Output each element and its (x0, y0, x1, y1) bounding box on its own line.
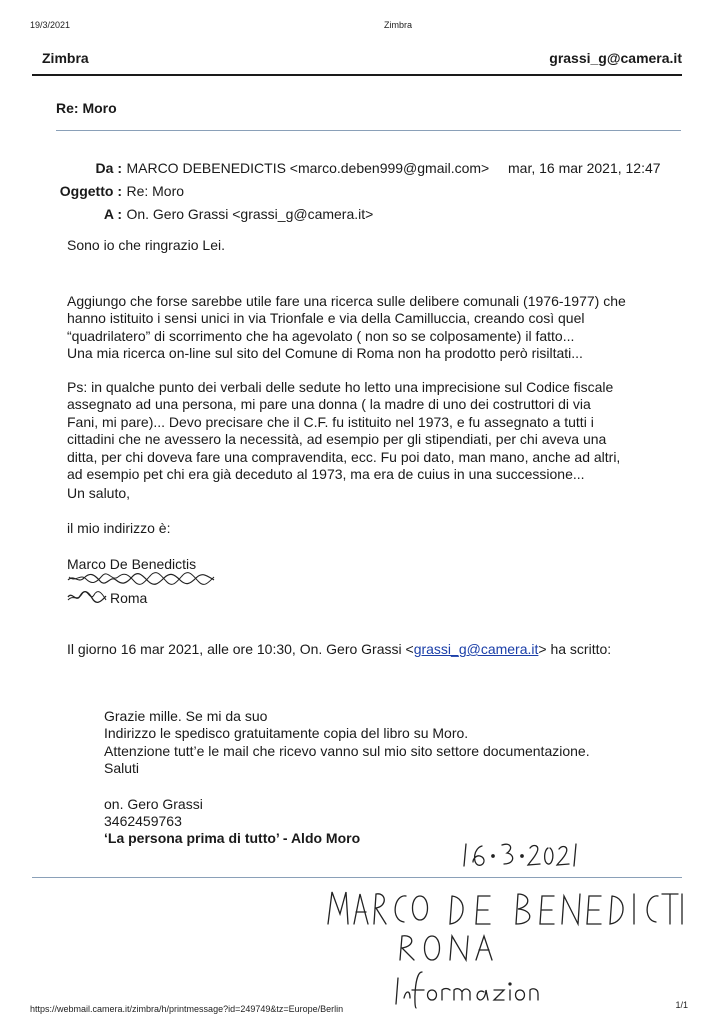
signature-name: Marco De Benedictis (67, 556, 197, 572)
paragraph-line: Una mia ricerca on-line sul sito del Comune di Roma non ha prodotto però risiltati... (67, 345, 583, 361)
subject-row (40, 183, 184, 201)
paragraph-line: Fani, mi pare)... Devo precisare che il C.F. fu istituito nel 1973, e fu assegnato a tutti i (67, 413, 594, 430)
redacted-street-scribble (66, 572, 218, 586)
page-url: https://webmail.camera.it/zimbra/h/printmessage?id=249749&tz=Europe/Berlin (30, 1004, 344, 1014)
quoted-sig-line: on. Gero Grassi (104, 795, 203, 812)
motto: ‘La persona prima di tutto’ - Aldo Moro (104, 830, 361, 846)
from-value[interactable]: MARCO DEBENEDICTIS <marco.deben999@gmail.com> (126, 160, 490, 176)
closing: Un saluto, (67, 485, 131, 501)
subject-divider (56, 130, 681, 131)
print-date: 19/3/2021 (30, 20, 71, 30)
header-divider (32, 74, 682, 76)
footer-divider (32, 877, 682, 878)
paragraph-line: cittadini che ne avessero la necessità, ad esempio per gli stipendiati, per chi aveva una (67, 431, 607, 447)
paragraph-line: ad esempio pet chi era già deceduto al 1973, ma era de cuius in una successione... (67, 466, 585, 482)
quoted-line: Attenzione tutt’e le mail che ricevo vanno sul mio sito settore documentazione. (104, 742, 590, 759)
signature-city: Roma (110, 590, 148, 606)
quote-email-link[interactable]: grassi_g@camera.it (413, 641, 539, 657)
paragraph-line: Aggiungo che forse sarebbe utile fare una ricerca sulle delibere comunali (1976-1977) che (67, 292, 626, 309)
paragraph-line: Ps: in qualche punto dei verbali delle sedute ho letto una imprecisione sul Codice fiscale (67, 378, 614, 395)
greeting: Sono io che ringrazio Lei. (67, 237, 225, 253)
message-subject: Re: Moro (56, 100, 117, 116)
paragraph-line: ditta, per chi doveva fare una compravendita, ecc. Fu poi dato, man mano, anche ad altri, (67, 448, 621, 465)
subject-label: Oggetto : (59, 183, 122, 199)
account-email: grassi_g@camera.it (549, 50, 682, 66)
handwritten-date (460, 836, 600, 870)
from-row (40, 160, 489, 178)
paragraph-2 (67, 361, 620, 501)
quoted-sig-line: 3462459763 (104, 813, 182, 829)
to-value[interactable]: On. Gero Grassi <grassi_g@camera.it> (126, 206, 374, 222)
to-row (40, 206, 373, 224)
handwritten-name (322, 884, 687, 930)
quoted-line: Grazie mille. Se mi da suo (104, 707, 268, 724)
redacted-zip-scribble (66, 590, 108, 604)
from-label: Da : (95, 160, 122, 176)
paragraph-line: “quadrilatero” di scorrimento che ha agevolato ( non so se colposamente) il fatto... (67, 327, 575, 344)
paragraph-line: assegnato ad una persona, mi pare una donna ( la madre di uno dei costruttori di via (67, 396, 591, 412)
print-title: Zimbra (384, 20, 413, 30)
handwritten-city (394, 930, 504, 964)
paragraph-line: hanno istituito i sensi unici in via Trionfale e via della Camilluccia, creando così quel (67, 310, 585, 326)
subject-value: Re: Moro (126, 183, 185, 199)
to-label: A : (103, 206, 122, 222)
quote-intro-suffix: > ha scritto: (538, 641, 612, 657)
page-number: 1/1 (675, 1000, 688, 1010)
quoted-line: Saluti (104, 760, 140, 776)
app-name: Zimbra (42, 50, 89, 66)
handwritten-note (392, 968, 542, 1010)
address-intro: il mio indirizzo è: (67, 520, 171, 536)
quote-intro (67, 641, 611, 659)
message-date: mar, 16 mar 2021, 12:47 (508, 160, 661, 176)
quoted-line: Indirizzo le spedisco gratuitamente copia del libro su Moro. (104, 725, 469, 741)
quote-intro-text: Il giorno 16 mar 2021, alle ore 10:30, On. Gero Grassi < (67, 641, 414, 657)
